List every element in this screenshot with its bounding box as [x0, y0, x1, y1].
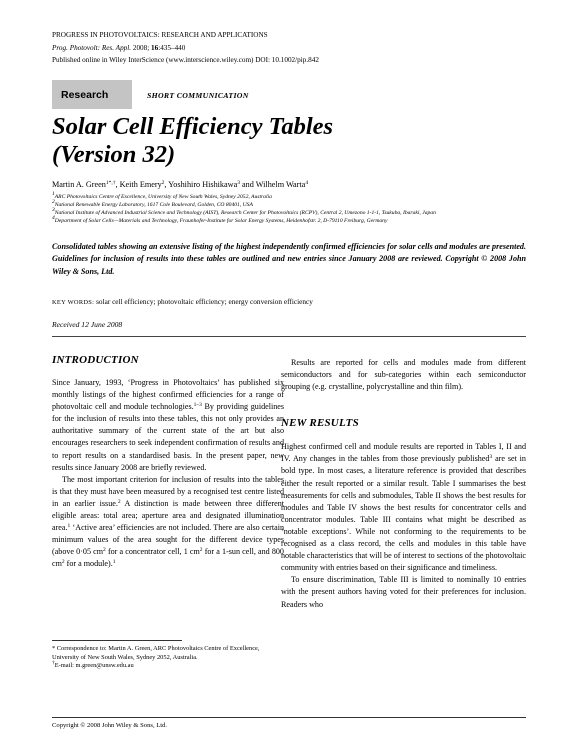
introduction-heading: INTRODUCTION	[52, 354, 139, 366]
intro-p2-ref-a: 2	[117, 498, 121, 505]
new-results-body	[281, 441, 526, 610]
affiliation-2-sup: 2	[52, 199, 55, 205]
author-1: Martin A. Green	[52, 180, 106, 189]
author-3-sup: 3	[237, 180, 240, 186]
affiliation-3	[52, 209, 522, 217]
received-date: Received 12 June 2008	[52, 320, 123, 329]
author-4: Wilhelm Warta	[255, 180, 306, 189]
right-paragraph-0: Results are reported for cells and modules made from different semiconductors and for sub-categories within each semiconductor grouping (e.g. crystalline, polycrystalline and thin film).	[281, 358, 526, 392]
affiliation-4-sup: 4	[52, 215, 55, 221]
intro-p1-text-b: By providing guidelines for the inclusion of results into these tables, this not only provides an authoritative summary of the current state of the art but also encourages researchers to seek independent confirmation of results and to report results on a standardised basis. In the present paper, new results since January 2008 are briefly reviewed.	[52, 402, 284, 472]
header-divider	[52, 336, 526, 337]
affiliation-4	[52, 217, 522, 225]
right-intro-text	[281, 357, 526, 393]
new-results-paragraph-1	[281, 441, 526, 574]
intro-p2-text-b: A distinction is made between three different eligible areas: total area; aperture area and designated illumination area.	[52, 498, 284, 533]
intro-p2-text-d: for a concentrator cell, 1 cm	[105, 547, 200, 557]
footnote-email-mark: †	[52, 660, 55, 667]
intro-p2-unit-e: 2	[61, 559, 65, 566]
intro-p2-text-c: ‘Active area’ efficiencies are not included. There are also certain minimum values of the area sought for the different device types (above 0·05 cm	[52, 523, 284, 557]
affiliations	[52, 193, 522, 225]
affiliation-1-text: ARC Photovoltaics Centre of Excellence, University of New South Wales, Sydney 2052, Australia	[54, 194, 272, 200]
introduction-body	[52, 377, 284, 571]
nr-p1-text-b: are set in bold type. In most cases, a literature reference is provided that describes either the result reported or a similar result. Table I summarises the best measurements for cells and submodules, Table II shows the best results for modules and Table IV shows the best results for concentrator cells and concentrator modules. Table III contains what might be described as ‘notable exceptions’. While not conforming to the requirements to be recognised as a class record, the cells and modules in this table have notable characteristics that will be of interest to sections of the photovoltaic community with entries based on their significance and timeliness.	[281, 454, 526, 573]
keywords-text: solar cell efficiency; photovoltaic efficiency; energy conversion efficiency	[96, 297, 313, 306]
section-badge	[52, 80, 132, 109]
affiliation-2-text: National Renewable Energy Laboratory, 1617 Cole Boulevard, Golden, CO 80401, USA	[54, 202, 253, 208]
footer-divider	[52, 717, 526, 718]
intro-p1-text-a: Since January, 1993, ‘Progress in Photovoltaics’ has published six monthly listings of the highest confirmed efficiencies for a range of photovoltaic cell and module technologies.	[52, 378, 284, 412]
intro-p2-text-e: for a 1-sun cell, and 800 cm	[52, 547, 284, 569]
intro-p2-unit-c: 2	[103, 547, 106, 554]
author-2: Keith Emery	[119, 180, 162, 189]
intro-p2-ref-b: 1	[67, 523, 71, 530]
right-column	[281, 357, 526, 611]
citation-pages: :435–440	[158, 44, 186, 52]
author-1-sup: 1*,†	[105, 180, 116, 186]
journal-citation	[52, 44, 185, 53]
affiliation-3-sup: 3	[52, 207, 55, 213]
journal-name: PROGRESS IN PHOTOVOLTAICS: RESEARCH AND APPLICATIONS	[52, 31, 268, 39]
citation-prefix: Prog. Photovolt: Res. Appl.	[52, 44, 132, 52]
author-2-sup: 2	[161, 180, 165, 186]
nr-p1-ref: 3	[489, 454, 493, 461]
affiliation-1-sup: 1	[52, 191, 55, 197]
affiliation-4-text: Department of Solar Cells—Materials and Technology, Fraunhofer-Institute for Solar Energy Systems, Heidenhofstr. 2, D-79110 Freiburg, Germany	[54, 218, 388, 224]
intro-paragraph-1	[52, 377, 284, 474]
author-3: Yoshihiro Hishikawa	[168, 180, 238, 189]
author-sep-2: ,	[164, 180, 169, 189]
affiliation-1	[52, 193, 522, 201]
copyright: Copyright © 2008 John Wiley & Sons, Ltd.	[52, 722, 168, 729]
footnote-divider	[52, 640, 182, 641]
new-results-heading: NEW RESULTS	[281, 417, 359, 430]
intro-p2-ref-f: 1	[112, 559, 116, 566]
new-results-paragraph-2: To ensure discrimination, Table III is limited to nominally 10 entries with the present authors having voted for their preferences for inclusion. Readers who	[281, 575, 526, 609]
affiliation-2	[52, 201, 522, 209]
intro-paragraph-2	[52, 474, 284, 571]
abstract: Consolidated tables showing an extensive listing of the highest independently confirmed efficiencies for solar cells and modules are presented. Guidelines for inclusion of results into these tables are outlined and new entries since January 2008 are reviewed. Copyright © 2008 John Wiley & Sons, Ltd.	[52, 242, 526, 276]
intro-p2-text-a: The most important criterion for inclusion of results into the tables is that they must have been measured by a recognised test centre listed in an earlier issue.	[52, 474, 284, 508]
title-line-1: Solar Cell Efficiency Tables	[52, 113, 334, 140]
author-sep-3: and	[239, 180, 256, 189]
keywords	[52, 297, 313, 306]
author-4-sup: 4	[305, 180, 309, 186]
intro-p1-ref: 1–3	[193, 402, 202, 409]
intro-p2-unit-d: 2	[199, 547, 203, 554]
affiliation-3-text: National Institute of Advanced Industrial Science and Technology (AIST), Research Center for Photovoltaics (RCPV), Central 2, Umezono 1-1-1, Tsukuba, Ibaraki, Japan	[54, 210, 436, 216]
article-title	[52, 113, 333, 169]
footnote-email	[52, 662, 284, 671]
article-type: SHORT COMMUNICATION	[147, 91, 249, 100]
keywords-label: KEY WORDS:	[52, 299, 95, 306]
author-list	[52, 180, 308, 189]
section-badge-label: Research	[61, 88, 109, 101]
intro-p2-text-f: for a module).	[64, 559, 113, 569]
nr-p1-text-a: Highest confirmed cell and module results are reported in Tables I, II and IV. Any changes in the tables from those previously published	[281, 442, 526, 464]
footnotes	[52, 645, 284, 671]
title-line-2: (Version 32)	[52, 141, 176, 168]
online-doi: Published online in Wiley InterScience (www.interscience.wiley.com) DOI: 10.1002/pip.842	[52, 56, 319, 64]
footnote-email-text: E-mail: m.green@unsw.edu.au	[54, 662, 134, 670]
left-column	[52, 354, 284, 571]
author-sep-1: ,	[115, 180, 120, 189]
citation-volume: 16	[151, 44, 159, 52]
footnote-correspondence: * Correspondence to: Martin A. Green, ARC Photovoltaics Centre of Excellence, University of New South Wales, Sydney 2052, Australia.	[52, 645, 260, 661]
citation-year: 2008;	[131, 44, 152, 52]
